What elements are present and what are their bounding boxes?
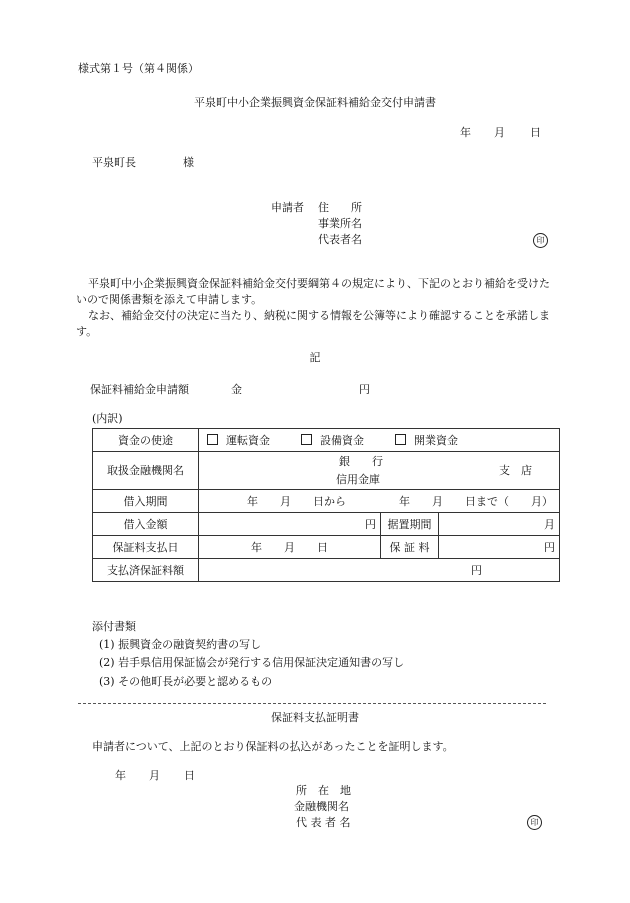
grace-label: 据置期間 [381, 513, 439, 536]
period-cell [199, 490, 560, 513]
certificate-title: 保証料支払証明書 [271, 711, 359, 724]
request-amount-prefix: 金 [231, 383, 242, 396]
certificate-date-year: 年 [115, 769, 126, 782]
option-equipment: 設備資金 [320, 434, 364, 447]
attachment-item: (1) 振興資金の融資契約書の写し [99, 638, 262, 651]
certificate-date-month: 月 [149, 769, 160, 782]
paid-label: 支払済保証料額 [93, 559, 199, 582]
loan-label: 借入金額 [93, 513, 199, 536]
applicant-office: 事業所名 [318, 217, 362, 230]
separator-line [78, 703, 546, 704]
body-paragraph-2: なお、補給金交付の決定に当たり、納税に関する情報を公簿等により確認することを承諾します。 [76, 309, 550, 338]
period-to: 年 月 日まで（ 月） [399, 495, 553, 508]
body-paragraph-1: 平泉町中小企業振興資金保証料補給金交付要綱第４の規定により、下記のとおり補給を受けたいので関係書類を添えて申請します。 [76, 277, 550, 306]
applicant-label: 申請者 [271, 201, 304, 214]
certificate-seal: 印 [527, 815, 542, 830]
checkbox-operating[interactable] [207, 434, 218, 445]
grace-month: 月 [439, 513, 560, 536]
certificate-institution: 金融機関名 [294, 800, 349, 813]
request-amount-label: 保証料補給金申請額 [90, 383, 189, 396]
document-title: 平泉町中小企業振興資金保証料補給金交付申請書 [194, 96, 436, 109]
form-number: 様式第１号（第４関係） [78, 62, 199, 75]
certificate-text: 申請者について、上記のとおり保証料の払込があったことを証明します。 [92, 740, 454, 753]
breakdown-label: (内訳) [92, 412, 123, 425]
credit-union-label: 信用金庫 [336, 473, 380, 486]
applicant-seal: 印 [533, 233, 548, 248]
checkbox-equipment[interactable] [301, 434, 312, 445]
date-day: 日 [530, 126, 541, 139]
option-operating: 運転資金 [226, 434, 270, 447]
paid-yen: 円 [471, 564, 482, 577]
institution-cell [199, 452, 560, 490]
certificate-representative: 代 表 者 名 [296, 816, 351, 829]
applicant-representative: 代表者名 [318, 233, 362, 246]
period-label: 借入期間 [93, 490, 199, 513]
addressee-name: 平泉町長 [92, 156, 136, 169]
certificate-date-day: 日 [184, 769, 195, 782]
purpose-label: 資金の使途 [93, 429, 199, 452]
attachment-item: (3) その他町長が必要と認めるもの [99, 675, 273, 688]
applicant-address: 住 所 [318, 201, 362, 214]
period-from: 年 月 日から [247, 495, 346, 508]
fee-label: 保 証 料 [381, 536, 439, 559]
option-startup: 開業資金 [414, 434, 458, 447]
request-amount-unit: 円 [359, 383, 370, 396]
fee-yen: 円 [439, 536, 560, 559]
date-year: 年 [460, 126, 471, 139]
paid-cell [199, 559, 560, 582]
bank-label: 銀 行 [339, 455, 383, 468]
institution-label: 取扱金融機関名 [93, 452, 199, 490]
breakdown-table [92, 428, 560, 582]
payment-date-value: 年 月 日 [199, 536, 381, 559]
certificate-location: 所 在 地 [296, 784, 351, 797]
attachment-item: (2) 岩手県信用保証協会が発行する信用保証決定通知書の写し [99, 656, 405, 669]
ki-heading: 記 [309, 351, 321, 364]
branch-label: 支 店 [499, 464, 532, 477]
payment-date-label: 保証料支払日 [93, 536, 199, 559]
purpose-options [199, 429, 560, 452]
addressee-honorific: 様 [183, 156, 194, 169]
attachments-title: 添付書類 [92, 620, 136, 633]
date-month: 月 [494, 126, 505, 139]
checkbox-startup[interactable] [395, 434, 406, 445]
loan-yen: 円 [199, 513, 381, 536]
